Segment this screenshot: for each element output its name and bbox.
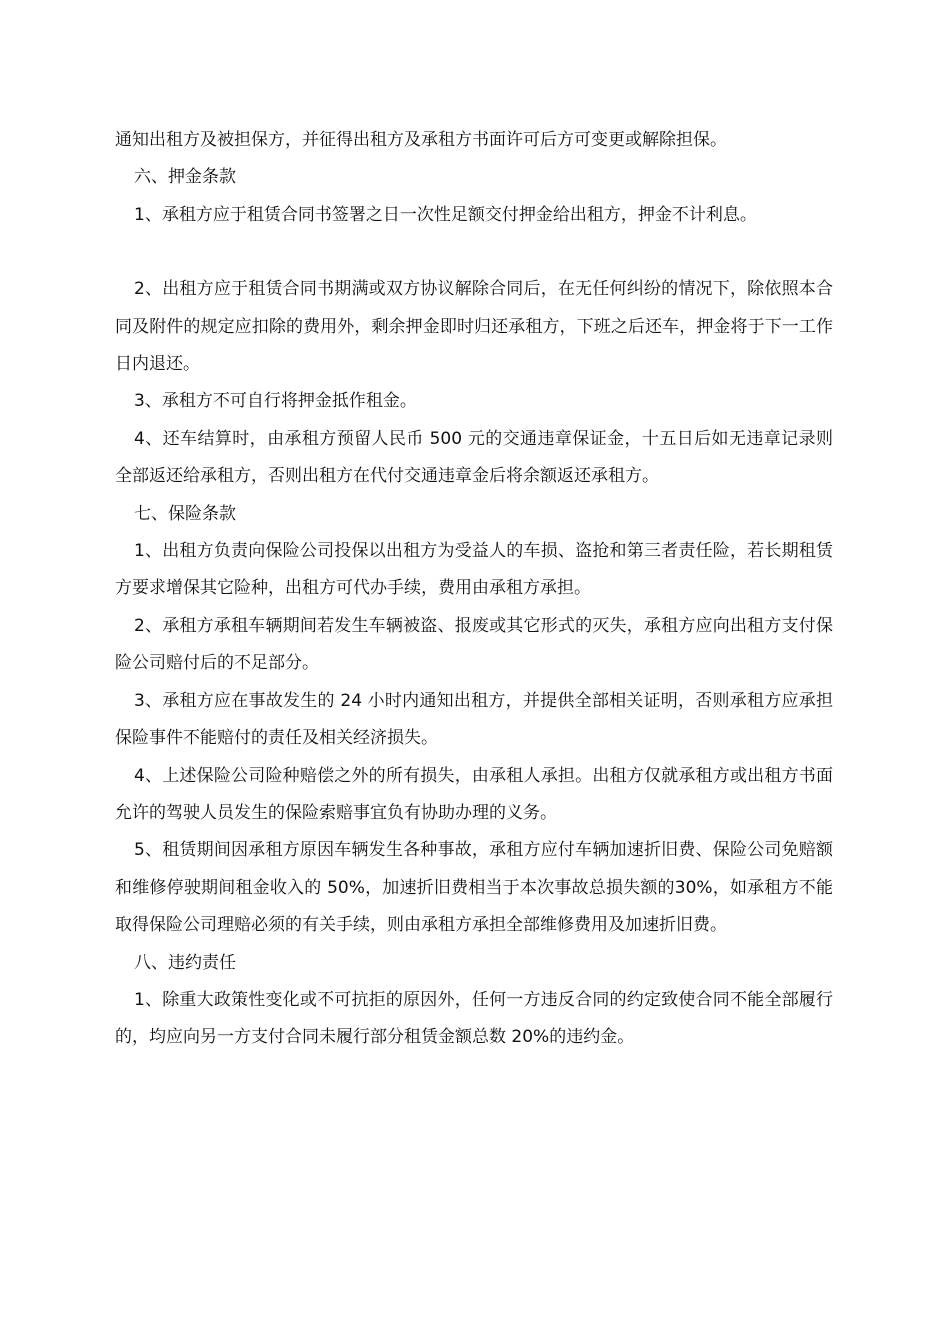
paragraph-continuation: 通知出租方及被担保方，并征得出租方及承租方书面许可后方可变更或解除担保。 (115, 130, 727, 150)
insurance-clause-2: 2、承租方承租车辆期间若发生车辆被盗、报废或其它形式的灭失，承租方应向出租方支付保险公司赔付后的不足部分。 (115, 615, 833, 674)
deposit-clause-3: 3、承租方不可自行将押金抵作租金。 (134, 391, 417, 412)
deposit-clause-1: 1、承租方应于租赁合同书签署之日一次性足额交付押金给出租方，押金不计利息。 (134, 204, 757, 225)
section-heading-insurance: 七、保险条款 (134, 503, 236, 524)
section-heading-breach: 八、违约责任 (134, 952, 236, 973)
breach-clause-1: 1、除重大政策性变化或不可抗拒的原因外，任何一方违反合同的约定致使合同不能全部履行的，均应向另一方支付合同未履行部分租赁金额总数 20%的违约金。 (115, 989, 833, 1048)
deposit-clause-2: 2、出租方应于租赁合同书期满或双方协议解除合同后，在无任何纠纷的情况下，除依照本合同及附件的规定应扣除的费用外，剩余押金即时归还承租方，下班之后还车，押金将于下一工作日内退还。 (115, 279, 833, 375)
blank-line (115, 234, 833, 271)
insurance-clause-3: 3、承租方应在事故发生的 24 小时内通知出租方，并提供全部相关证明，否则承租方应承担保险事件不能赔付的责任及相关经济损失。 (115, 690, 833, 749)
deposit-clause-4: 4、还车结算时，由承租方预留人民币 500 元的交通违章保证金，十五日后如无违章记录则全部返还给承租方，否则出租方在代付交通违章金后将余额返还承租方。 (115, 428, 833, 487)
insurance-clause-5: 5、租赁期间因承租方原因车辆发生各种事故，承租方应付车辆加速折旧费、保险公司免赔额和维修停驶期间租金收入的 50%，加速折旧费相当于本次事故总损失额的30%，如承租方不能取得保险公司理赔必须的有关手续，则由承租方承担全部维修费用及加速折旧费。 (115, 840, 833, 936)
insurance-clause-1: 1、出租方负责向保险公司投保以出租方为受益人的车损、盗抢和第三者责任险，若长期租赁方要求增保其它险种，出租方可代办手续，费用由承租方承担。 (115, 541, 833, 599)
document-body (115, 122, 833, 1057)
section-heading-deposit: 六、押金条款 (134, 167, 236, 188)
insurance-clause-4: 4、上述保险公司险种赔偿之外的所有损失，由承租人承担。出租方仅就承租方或出租方书面允许的驾驶人员发生的保险索赔事宜负有协助办理的义务。 (115, 765, 833, 823)
